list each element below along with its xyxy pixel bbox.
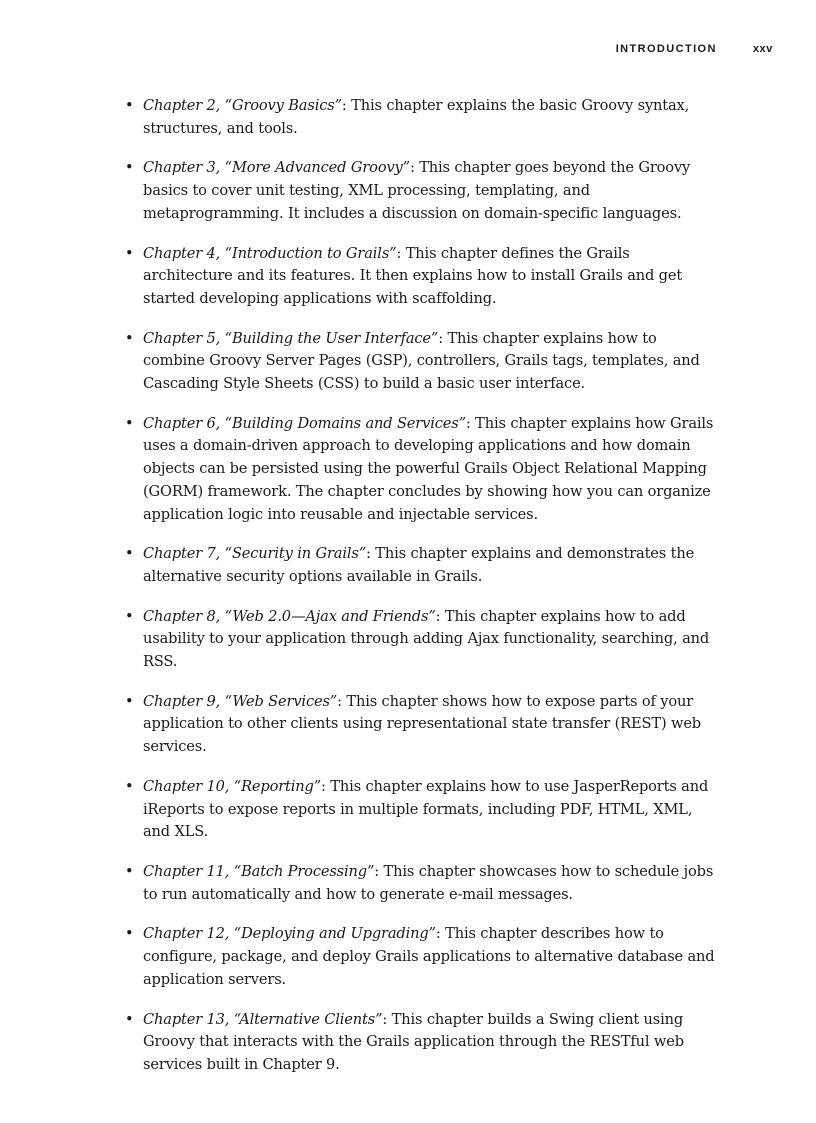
- list-item: [125, 923, 721, 991]
- chapter-description: : This chapter explains how to use JasperReports and iReports to expose reports in multiple formats, including PDF, HTML, XML, and XLS.: [143, 777, 709, 841]
- bullet-icon: •: [125, 1010, 134, 1028]
- chapter-title: Chapter 5, “Building the User Interface”: [143, 329, 439, 347]
- chapter-title: Chapter 6, “Building Domains and Services”: [143, 414, 466, 432]
- bullet-icon: •: [125, 414, 134, 432]
- section-title: INTRODUCTION: [615, 43, 717, 55]
- bullet-icon: •: [125, 244, 134, 262]
- bullet-icon: •: [125, 329, 134, 347]
- chapter-description: : This chapter defines the Grails architecture and its features. It then explains how to install Grails and get started developing applications with scaffolding.: [143, 244, 683, 307]
- chapter-description: : This chapter explains the basic Groovy syntax, structures, and tools.: [143, 97, 690, 137]
- list-item: [125, 243, 721, 311]
- chapter-title: Chapter 12, “Deploying and Upgrading”: [143, 925, 436, 943]
- chapter-title: Chapter 3, “More Advanced Groovy”: [143, 159, 410, 177]
- bullet-icon: •: [125, 692, 134, 710]
- chapter-description: : This chapter explains how to add usability to your application through adding Ajax functionality, searching, and RSS.: [143, 607, 710, 671]
- chapter-description: : This chapter shows how to expose parts of your application to other clients using representational state transfer (REST) web services.: [143, 692, 701, 756]
- chapter-description: : This chapter goes beyond the Groovy basics to cover unit testing, XML processing, templating, and metaprogramming. It includes a discussion on domain-specific languages.: [143, 159, 691, 222]
- list-item: [125, 1009, 721, 1077]
- list-item: [125, 543, 721, 588]
- chapter-title: Chapter 13, “Alternative Clients”: [143, 1010, 383, 1028]
- chapter-description: : This chapter explains how Grails uses a domain-driven approach to developing applications and how domain objects can be persisted using the powerful Grails Object Relational Mapping (GORM) framework. The chapter concludes by showing how you can organize application logic into reusable and injectable services.: [143, 414, 714, 523]
- list-item: [125, 861, 721, 906]
- chapter-title: Chapter 7, “Security in Grails”: [143, 545, 367, 563]
- chapter-description: : This chapter describes how to configure, package, and deploy Grails applications to alternative database and application servers.: [143, 925, 715, 988]
- chapter-title: Chapter 4, “Introduction to Grails”: [143, 244, 397, 262]
- chapter-title: Chapter 10, “Reporting”: [143, 777, 322, 795]
- list-item: [125, 95, 721, 140]
- chapter-title: Chapter 2, “Groovy Basics”: [143, 97, 342, 114]
- bullet-icon: •: [125, 862, 134, 880]
- chapter-description: : This chapter explains how to combine Groovy Server Pages (GSP), controllers, Grails tags, templates, and Cascading Style Sheets (CSS) to build a basic user interface.: [143, 329, 700, 393]
- chapter-title: Chapter 9, “Web Services”: [143, 692, 338, 710]
- list-item: [125, 328, 721, 396]
- chapter-list: [125, 95, 721, 1094]
- list-item: [125, 413, 721, 527]
- chapter-title: Chapter 8, “Web 2.0—Ajax and Friends”: [143, 607, 436, 625]
- chapter-description: : This chapter showcases how to schedule jobs to run automatically and how to generate e-mail messages.: [143, 862, 714, 903]
- bullet-icon: •: [125, 777, 134, 795]
- bullet-icon: •: [125, 925, 134, 943]
- bullet-icon: •: [125, 545, 134, 563]
- running-header: [616, 43, 773, 55]
- bullet-icon: •: [125, 159, 134, 177]
- page-number: xxv: [752, 43, 773, 55]
- list-item: [125, 776, 721, 844]
- list-item: [125, 157, 721, 225]
- chapter-description: : This chapter explains and demonstrates the alternative security options available in Grails.: [143, 545, 695, 585]
- list-item: [125, 606, 721, 674]
- bullet-icon: •: [125, 607, 134, 625]
- list-item: [125, 691, 721, 759]
- chapter-title: Chapter 11, “Batch Processing”: [143, 862, 375, 880]
- chapter-description: : This chapter builds a Swing client using Groovy that interacts with the Grails application through the RESTful web services built in Chapter 9.: [143, 1010, 684, 1073]
- bullet-icon: •: [125, 97, 134, 114]
